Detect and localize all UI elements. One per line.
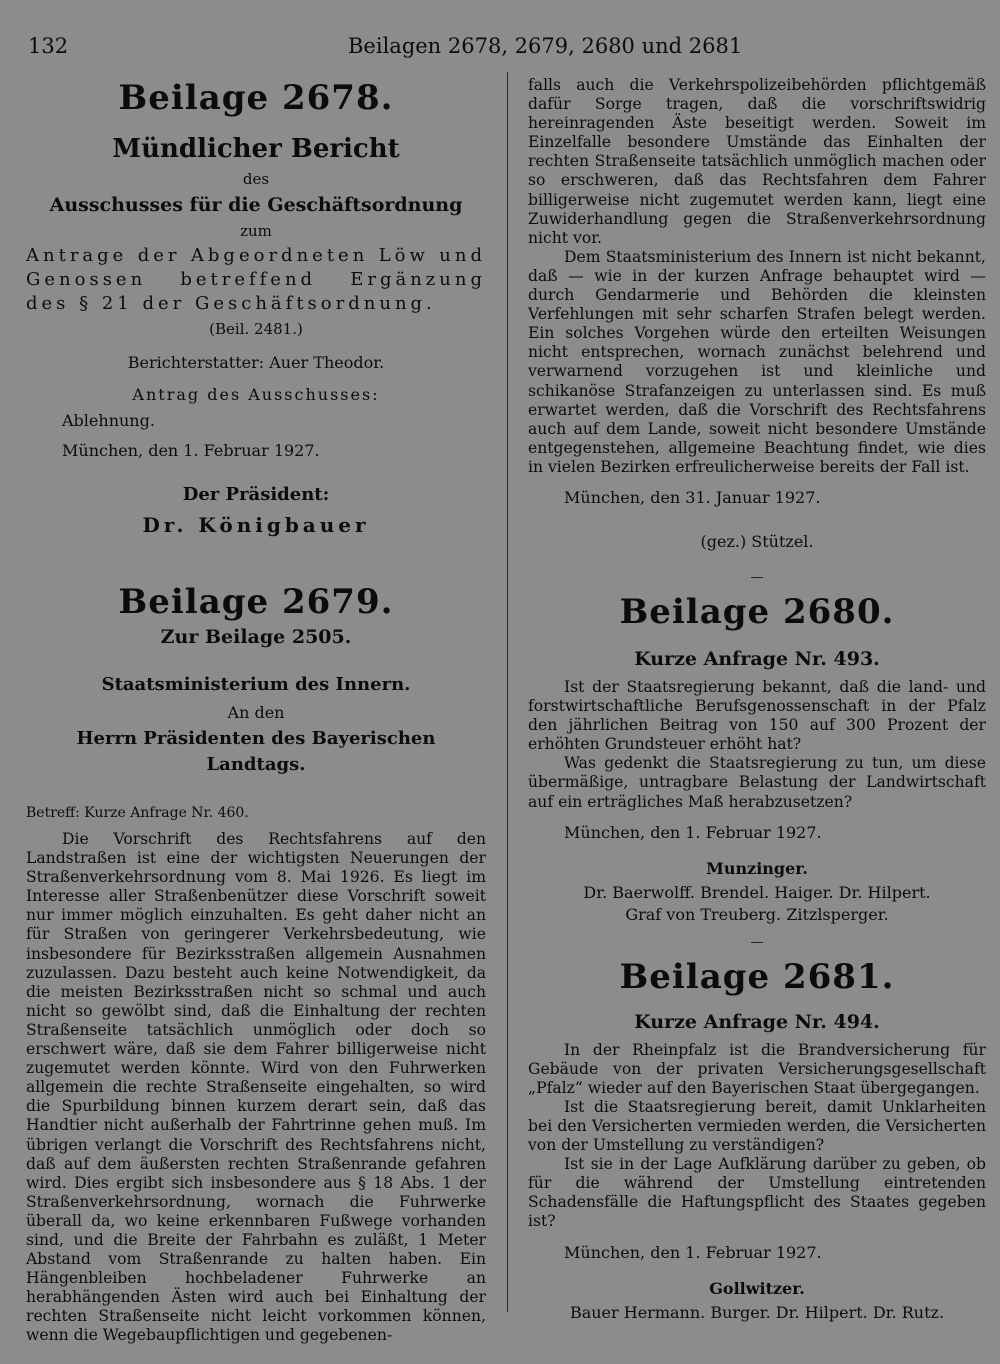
running-title: Beilagen 2678, 2679, 2680 und 2681: [348, 34, 743, 58]
beilage-2679-continued: [528, 76, 986, 578]
report-heading: Mündlicher Bericht: [112, 134, 400, 164]
signer-2680: Munzinger.: [706, 858, 808, 878]
reporter-line: Berichterstatter: Auer Theodor.: [127, 353, 385, 372]
betreff-line: Betreff: Kurze Anfrage Nr. 460.: [26, 805, 249, 821]
beilage-2681: [528, 957, 986, 1324]
right-column: [528, 76, 986, 1324]
cosigners-2681: Bauer Hermann. Burger. Dr. Hilpert. Dr. Rutz.: [569, 1302, 945, 1322]
des-line: des: [242, 170, 270, 188]
body-2680: [528, 678, 986, 812]
beilage-2679: [26, 582, 486, 1346]
page-header: [22, 32, 982, 62]
date-2680: München, den 1. Februar 1927.: [564, 822, 822, 842]
body-2679-right: [528, 76, 986, 477]
paragraph: Ist sie in der Lage Aufklärung darüber zu geben, ob für die während der Umstellung eintretenden Schadensfälle die Haftungspflicht des Staates gegeben ist?: [528, 1155, 986, 1231]
signer-2681: Gollwitzer.: [709, 1278, 805, 1298]
separator: [751, 942, 763, 943]
column-divider: [507, 72, 508, 1312]
paragraph: Ist der Staatsregierung bekannt, daß die land- und forstwirtschaftliche Berufsgenossenschaft in der Pfalz den jährlichen Beitrag von 150 auf 300 Prozent der erhöhten Grundsteuer erhöht hat?: [528, 677, 986, 754]
committee-decision: Ablehnung.: [62, 411, 155, 430]
cosigners-2680-line1: Dr. Baerwolff. Brendel. Haiger. Dr. Hilpert.: [583, 882, 931, 902]
paragraph: In der Rheinpfalz ist die Brandversicherung für Gebäude von der privaten Versicherungsgesellschaft „Pfalz“ wieder auf den Bayerischen Staat übergegangen.: [528, 1040, 986, 1097]
paragraph: Dem Staatsministerium des Innern ist nicht bekannt, daß — wie in der kurzen Anfrage behauptet wird — durch Gendarmerie und Behörden die kleinsten Verfehlungen mit sehr scharfen Strafen belegt werden. Ein solches Vorgehen würde den erteilten Weisungen nicht entsprechen, wornach zunächst belehrend und verwarnend vorzugehen ist und kleinliche und schikanöse Strafanzeigen zu unterlassen sind. Es muß erwartet werden, daß die Vorschrift des Rechtsfahrens auch auf dem Lande, soweit nicht besondere Umstände entgegenstehen, allgemeine Beachtung findet, wie dies in vielen Bezirken erfreulicherweise bereits der Fall ist.: [528, 247, 986, 476]
page-number: 132: [28, 34, 69, 58]
motion-text: Antrage der Abgeordneten Löw und Genossen betreffend Ergänzung des § 21 der Geschäftsordnung.: [26, 245, 486, 314]
paragraph: Ist die Staatsregierung bereit, damit Unklarheiten bei den Versicherten vermieden werden, die Versicherten von der Umstellung zu verständigen?: [528, 1097, 986, 1155]
cosigners-2680-line2: Graf von Treuberg. Zitzlsperger.: [625, 904, 889, 924]
an-den-line: An den: [227, 703, 285, 722]
president-name: Dr. Königbauer: [142, 513, 370, 537]
president-label: Der Präsident:: [182, 484, 330, 505]
beilage-2680-subtitle: Kurze Anfrage Nr. 493.: [634, 647, 880, 670]
ministry-name: Staatsministerium des Innern.: [101, 674, 411, 695]
separator: [751, 577, 763, 578]
left-column: [26, 76, 486, 1346]
paragraph: Was gedenkt die Staatsregierung zu tun, um diese übermäßige, untragbare Belastung der Landwirtschaft auf ein erträgliches Maß herabzusetzen?: [528, 754, 986, 811]
signature-2679: (gez.) Stützel.: [700, 531, 814, 551]
committee-name: Ausschusses für die Geschäftsordnung: [49, 194, 463, 216]
beilage-2679-subtitle: Zur Beilage 2505.: [160, 626, 352, 648]
beilage-2680-title: Beilage 2680.: [619, 591, 895, 632]
date-2681: München, den 1. Februar 1927.: [564, 1242, 822, 1262]
zum-line: zum: [240, 222, 272, 240]
paragraph: Die Vorschrift des Rechtsfahrens auf den Landstraßen ist eine der wichtigsten Neuerungen der Straßenverkehrsordnung vom 8. Mai 1926. Es liegt im Interesse aller Straßenbenützer diese Vorschrift soweit nur immer möglich einzuhalten. Es geht daher nicht an für Straßen von geringerer Verkehrsbedeutung, wie insbesondere für Bezirksstraßen allgemein Ausnahmen zuzulassen. Dazu besteht auch keine Notwendigkeit, da die meisten Bezirksstraßen nicht so schmal und auch nicht so gewölbt sind, daß die Einhaltung der rechten Straßenseite tatsächlich unmöglich oder doch so erschwert wäre, daß sie dem Fahrer billigerweise nicht zugemutet werden könnte. Wird von den Fuhrwerken allgemein die rechte Straßenseite eingehalten, so wird die Spurbildung binnen kurzem derart sein, daß das Handtier nicht außerhalb der Fahrtrinne gehen muß. Im übrigen verlangt die Vorschrift des Rechtsfahrens nicht, daß auf dem äußersten rechten Straßenrande gefahren wird. Dies ergibt sich insbesondere aus § 18 Abs. 1 der Straßenverkehrsordnung, wornach die Fuhrwerke überall da, wo keine erkennbaren Fußwege vorhanden sind, und die Breite der Fahrbahn es zuläßt, 1 Meter Abstand vom Straßenrande zu halten haben. Ein Hängenbleiben hochbeladener Fuhrwerke an herabhängenden Ästen wird auch bei Einhaltung der rechten Straßenseite nicht leicht vorkommen können, wenn die Wegebaupflichtigen und gegebenen-: [26, 830, 486, 1345]
date-2679: München, den 31. Januar 1927.: [564, 487, 821, 507]
paragraph: falls auch die Verkehrspolizeibehörden pflichtgemäß dafür Sorge tragen, daß die vorschriftswidrig hereinragenden Äste beseitigt werden. Soweit im Einzelfalle besondere Umstände das Einhalten der rechten Straßenseite tatsächlich unmöglich machen oder so erschweren, daß das Rechtsfahren dem Fahrer billigerweise nicht zugemutet werden kann, liegt eine Zuwiderhandlung gegen die Straßenverkehrsordnung nicht vor.: [528, 76, 986, 247]
motion-reference: (Beil. 2481.): [209, 320, 303, 338]
committee-motion-heading: Antrag des Ausschusses:: [132, 385, 380, 404]
beilage-2681-subtitle: Kurze Anfrage Nr. 494.: [634, 1010, 880, 1033]
beilage-2681-title: Beilage 2681.: [619, 956, 895, 997]
beilage-2678-title: Beilage 2678.: [118, 78, 394, 118]
beilage-2680: [528, 592, 986, 943]
date-2678: München, den 1. Februar 1927.: [62, 441, 320, 460]
beilage-2679-title: Beilage 2679.: [118, 582, 394, 622]
body-2679-left: [26, 830, 486, 1346]
body-2681: [528, 1041, 986, 1232]
beilage-2678: [26, 78, 486, 538]
recipient-line: Herrn Präsidenten des Bayerischen Landtags.: [76, 728, 436, 775]
